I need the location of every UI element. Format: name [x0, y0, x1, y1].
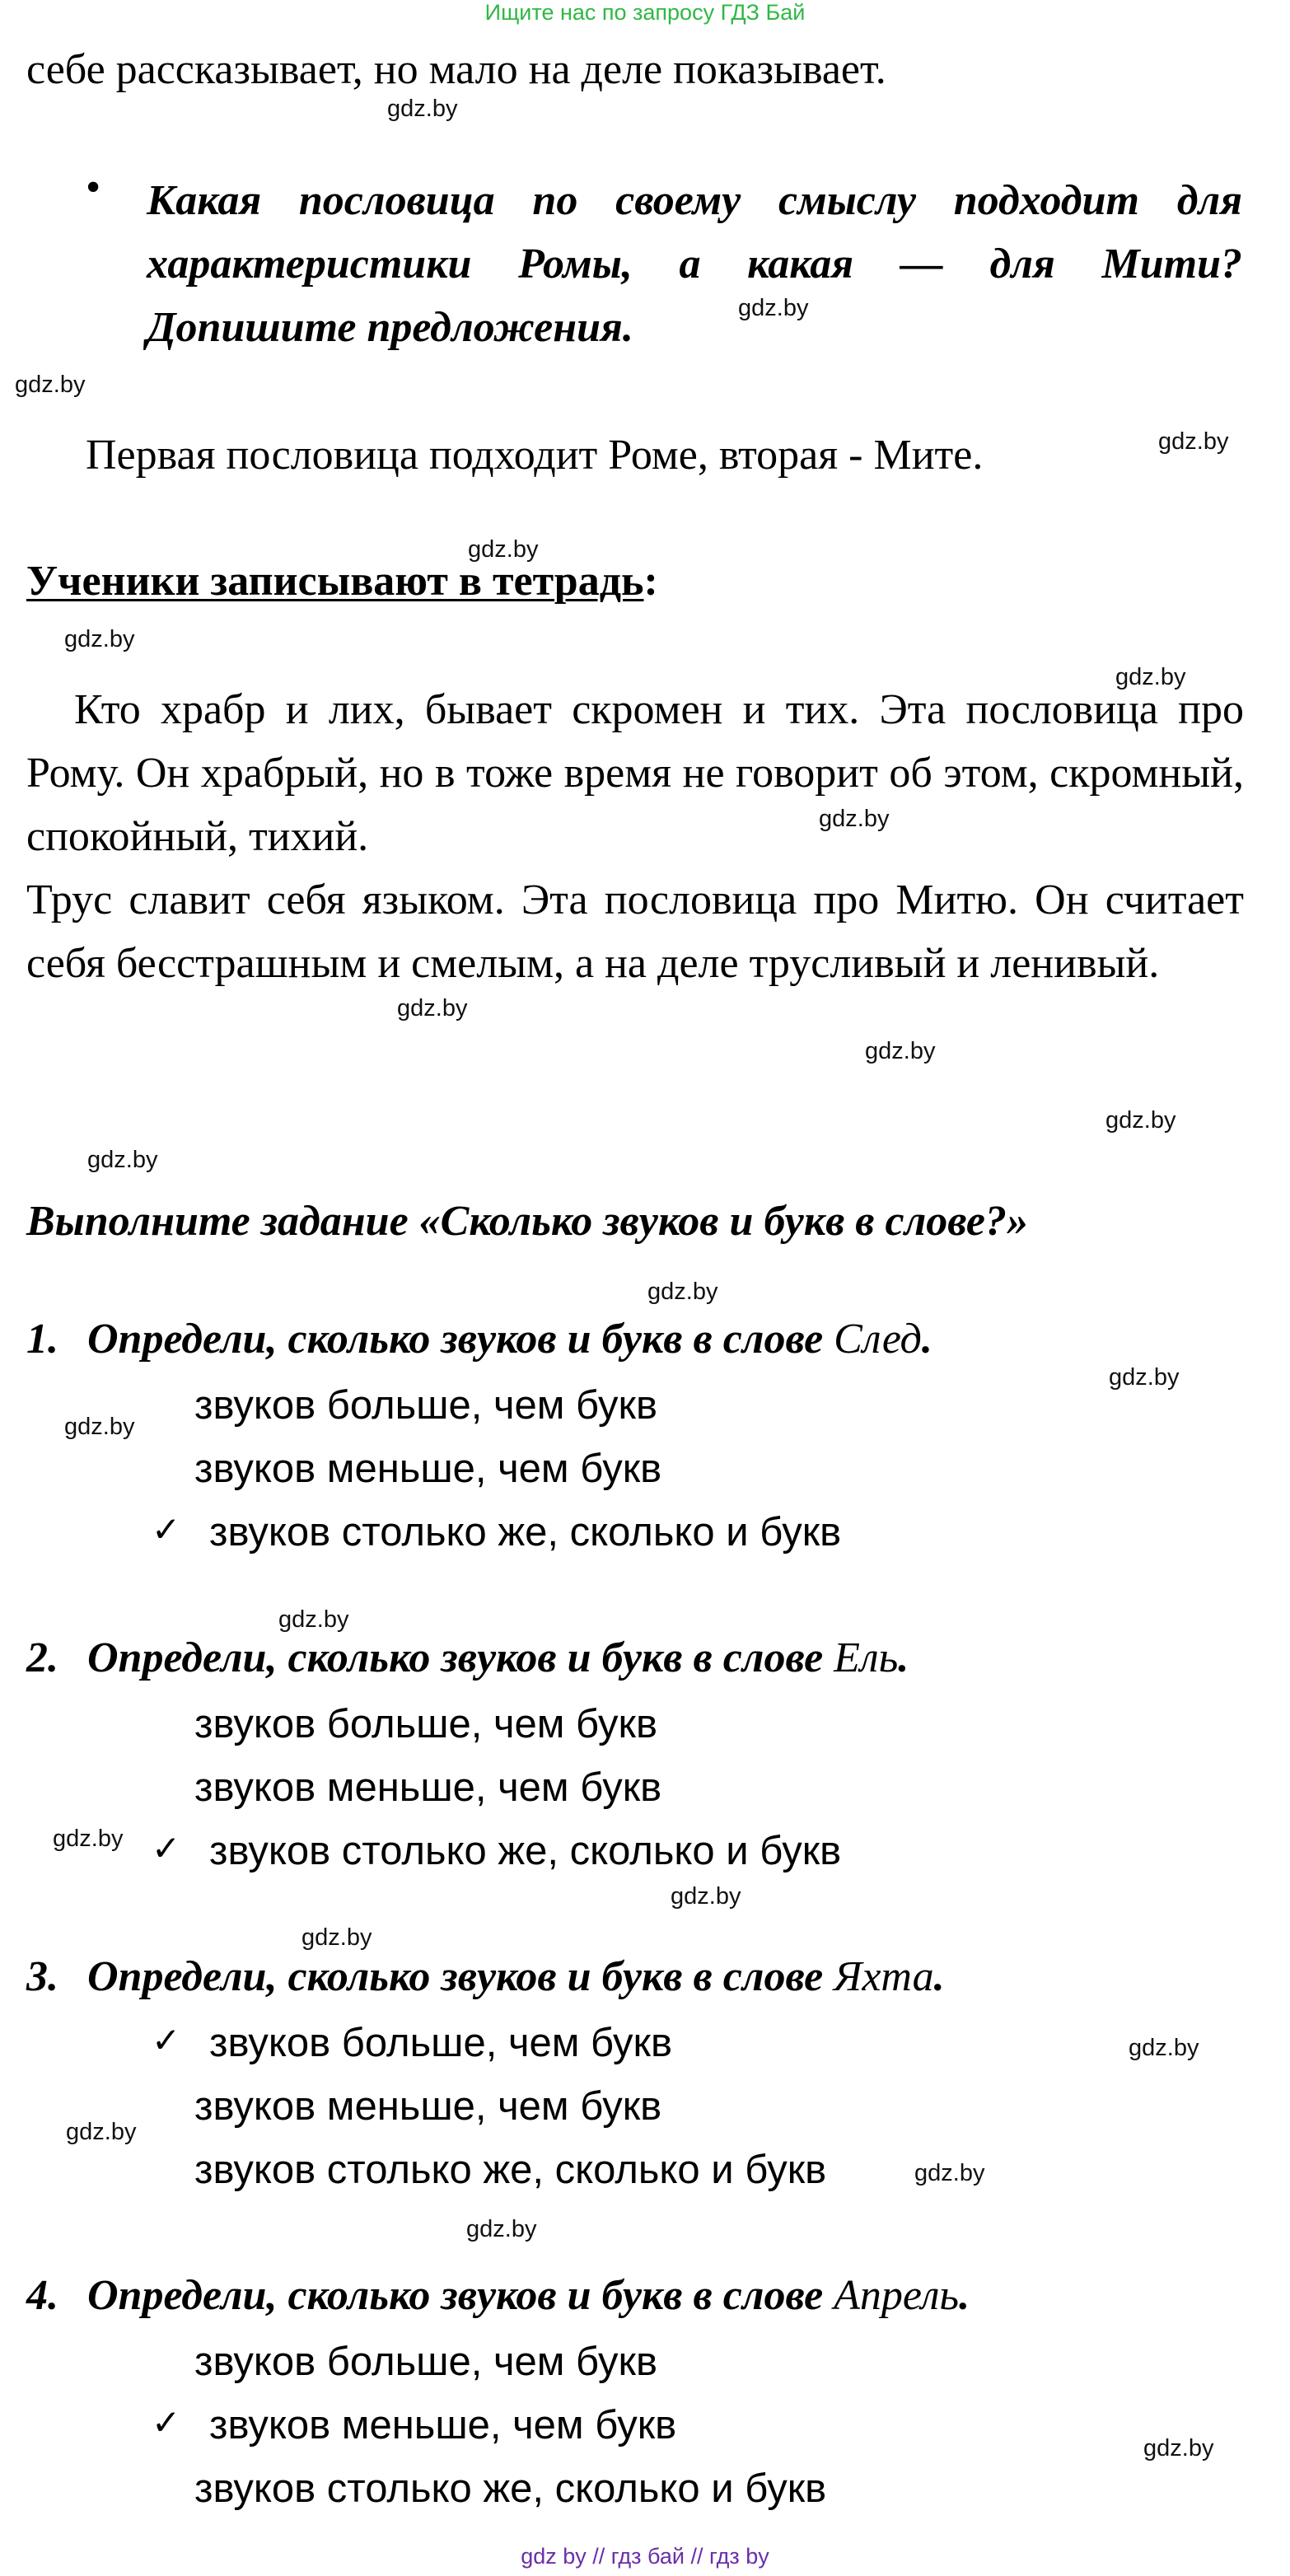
question-3-number: 3. — [26, 1953, 58, 2000]
question-1-text — [87, 1315, 932, 1363]
footer-note: gdz by // гдз бай // гдз by — [521, 2544, 769, 2569]
question-2-text — [87, 1634, 909, 1682]
notebook-paragraph-1: Кто храбр и лих, бывает скромен и тих. Эта пословица про Рому. Он храбрый, но в тоже время не говорит об этом, скромный, спокойный, тихий. — [26, 686, 1244, 860]
watermark: gdz.by — [466, 2216, 537, 2242]
watermark: gdz.by — [1129, 2035, 1199, 2061]
question-1-option-1: звуков больше, чем букв — [194, 1383, 657, 1428]
watermark: gdz.by — [468, 536, 539, 563]
question-4-end: . — [959, 2272, 970, 2319]
watermark: gdz.by — [1143, 2435, 1214, 2461]
watermark: gdz.by — [66, 2119, 137, 2145]
question-4-option-2: звуков меньше, чем букв — [209, 2403, 677, 2447]
question-1-end: . — [921, 1316, 932, 1363]
question-3-prefix: Определи, сколько звуков и букв в слове — [87, 1953, 824, 2000]
watermark: gdz.by — [64, 1414, 135, 1440]
task-heading: Выполните задание «Сколько звуков и букв в слове?» — [26, 1198, 1028, 1245]
question-1-prefix: Определи, сколько звуков и букв в слове — [87, 1316, 824, 1363]
question-4-option-1: звуков больше, чем букв — [194, 2340, 657, 2384]
watermark: gdz.by — [278, 1606, 349, 1633]
question-2-number: 2. — [26, 1634, 58, 1681]
question-3-text — [87, 1952, 945, 2001]
intro-line: себе рассказывает, но мало на деле показывает. — [26, 46, 886, 93]
bullet-dot: • — [86, 164, 101, 211]
watermark: gdz.by — [1105, 1107, 1176, 1134]
question-2-prefix: Определи, сколько звуков и букв в слове — [87, 1634, 824, 1681]
question-4-number: 4. — [26, 2272, 58, 2319]
bullet-question: Какая пословица по своему смыслу подходит для характеристики Ромы, а какая — для Мити? Допишите предложения. — [147, 177, 1242, 351]
question-4-check-icon: ✓ — [152, 2402, 181, 2443]
question-1-check-icon: ✓ — [152, 1509, 181, 1550]
notebook-heading-text: Ученики записывают в тетрадь — [26, 558, 644, 605]
watermark: gdz.by — [397, 995, 468, 1022]
question-2-option-1: звуков больше, чем букв — [194, 1702, 657, 1746]
question-1-number: 1. — [26, 1316, 58, 1363]
watermark: gdz.by — [738, 295, 809, 321]
watermark: gdz.by — [301, 1924, 372, 1951]
question-1-option-2: звуков меньше, чем букв — [194, 1447, 662, 1491]
question-2-word: Ель — [834, 1634, 899, 1681]
watermark: gdz.by — [87, 1147, 158, 1173]
watermark: gdz.by — [1158, 428, 1229, 455]
watermark: gdz.by — [1115, 664, 1186, 690]
notebook-heading — [26, 549, 658, 613]
watermark: gdz.by — [819, 806, 890, 832]
watermark: gdz.by — [53, 1826, 124, 1852]
question-2-check-icon: ✓ — [152, 1828, 181, 1868]
watermark: gdz.by — [15, 372, 86, 398]
watermark: gdz.by — [671, 1883, 741, 1910]
question-2-end: . — [898, 1634, 909, 1681]
watermark: gdz.by — [647, 1279, 718, 1305]
question-3-word: Яхта — [834, 1953, 934, 2000]
question-3-option-3: звуков столько же, сколько и букв — [194, 2148, 827, 2192]
question-3-end: . — [933, 1953, 945, 2000]
top-search-note: Ищите нас по запросу ГДЗ Бай — [484, 0, 806, 25]
question-1-word: След — [834, 1316, 922, 1363]
question-4-option-3: звуков столько же, сколько и букв — [194, 2466, 827, 2511]
question-3-option-2: звуков меньше, чем букв — [194, 2084, 662, 2129]
notebook-paragraph-2: Трус славит себя языком. Эта пословица про Митю. Он считает себя бесстрашным и смелым, а на деле трусливый и ленивый. — [26, 877, 1244, 987]
watermark: gdz.by — [64, 626, 135, 652]
question-4-word: Апрель — [834, 2272, 960, 2319]
watermark: gdz.by — [387, 96, 458, 122]
question-3-option-1: звуков больше, чем букв — [209, 2021, 672, 2065]
question-3-check-icon: ✓ — [152, 2020, 181, 2060]
question-1-option-3: звуков столько же, сколько и букв — [209, 1510, 842, 1554]
question-4-prefix: Определи, сколько звуков и букв в слове — [87, 2272, 824, 2319]
question-4-text — [87, 2271, 970, 2320]
watermark: gdz.by — [914, 2160, 985, 2186]
answer-line: Первая пословица подходит Роме, вторая - Мите. — [86, 432, 984, 479]
question-2-option-3: звуков столько же, сколько и букв — [209, 1829, 842, 1873]
watermark: gdz.by — [1109, 1364, 1180, 1391]
watermark: gdz.by — [865, 1038, 936, 1064]
notebook-heading-colon: : — [643, 558, 658, 605]
question-2-option-2: звуков меньше, чем букв — [194, 1765, 662, 1810]
